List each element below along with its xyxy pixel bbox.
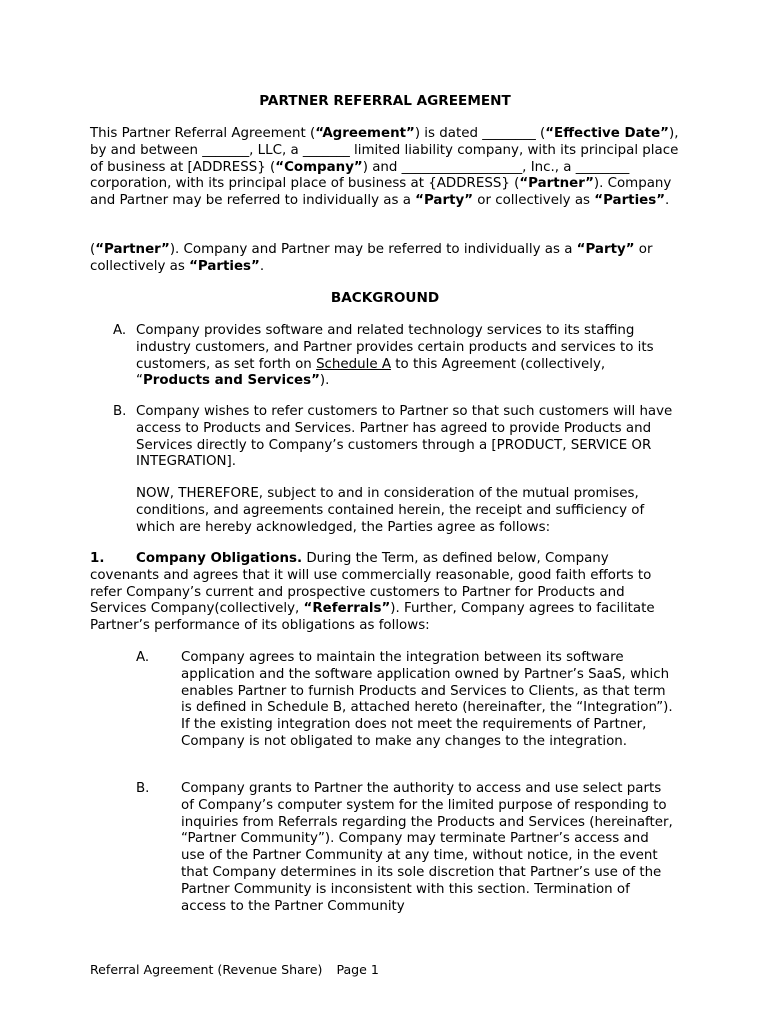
now-therefore-paragraph: NOW, THEREFORE, subject to and in consideration of the mutual promises, conditions, and agreements contained herein, the receipt and sufficiency of which are hereby acknowledged, the Parties agree as follows: xyxy=(136,486,645,535)
background-heading: BACKGROUND xyxy=(330,290,440,306)
item-marker: B. xyxy=(113,404,127,419)
document-title: PARTNER REFERRAL AGREEMENT xyxy=(259,93,511,109)
clause-1-sub-a: A. Company agrees to maintain the integration between its software application and the software application owned by Partner’s SaaS, which enables Partner to furnish Products and Services to Clients, as that term is defined in Schedule B, attached hereto (hereinafter, the “Integration”). If the existing integration does not meet the requirements of Partner, Company is not obligated to make any changes to the integration. xyxy=(136,650,673,749)
effective-date-term: “Effective Date” xyxy=(545,126,669,141)
party-term-repeat: “Party” xyxy=(576,242,635,257)
partner-term: “Partner” xyxy=(519,176,594,192)
page-footer xyxy=(90,962,379,979)
referrals-term: “Referrals” xyxy=(303,601,391,617)
schedule-a-link: Schedule A xyxy=(316,356,392,372)
parties-term-repeat: “Parties” xyxy=(189,258,260,274)
products-services-term: Products and Services” xyxy=(142,373,320,389)
clause-number: 1. xyxy=(90,551,105,566)
repeated-paragraph: (“Partner”). Company and Partner may be referred to individually as a “Party” or collectively as “Parties”. xyxy=(90,242,653,274)
partner-term-repeat: “Partner” xyxy=(95,242,170,257)
clause-1-sub-b: B. Company grants to Partner the authority to access and use select parts of Company’s computer system for the limited purpose of responding to inquiries from Referrals regarding the Products and Services (hereinafter, “Partner Community”). Company may terminate Partner’s access and use of the Partner Community at any time, without notice, in the event that Company determines in its sole discretion that Partner’s use of the Partner Community is inconsistent with this section. Termination of access to the Partner Community xyxy=(136,781,673,914)
background-item-a: A. Company provides software and related technology services to its staffing industry customers, and Partner provides certain products and services to its customers, as set forth on Schedule A to this Agreement (collectively, “Products and Services”). xyxy=(113,323,654,389)
clause-heading: Company Obligations. xyxy=(136,551,303,566)
footer-doc-name: Referral Agreement (Revenue Share) xyxy=(90,962,323,977)
company-term: “Company” xyxy=(275,159,363,175)
background-item-b: B. Company wishes to refer customers to Partner so that such customers will have access to Products and Services. Partner has agreed to provide Products and Services directly to Company’s customers through a [PRODUCT, SERVICE OR INTEGRATION]. xyxy=(113,404,673,470)
intro-paragraph: This Partner Referral Agreement (“Agreement”) is dated ________ (“Effective Date”), by and between _______, LLC, a _______ limited liability company, with its principal place of business at [ADDRESS} (“Company”) and __________________, Inc., a ________ corporation, with its principal place of business at {ADDRESS} (“Partner”). Company and Partner may be referred to individually as a “Party” or collectively as “Parties”. xyxy=(90,126,679,209)
sub-marker: A. xyxy=(136,650,150,665)
footer-page-number: Page 1 xyxy=(336,962,379,977)
parties-term: “Parties” xyxy=(594,193,666,209)
sub-marker: B. xyxy=(136,781,150,796)
item-marker: A. xyxy=(113,323,127,338)
clause-1: 1. Company Obligations. During the Term, as defined below, Company covenants and agrees that it will use commercially reasonable, good faith efforts to refer Company’s current and prospective customers to Partner for Products and Services Company(collectively, “Referrals”). Further, Company agrees to facilitate Partner’s performance of its obligations as follows: xyxy=(90,551,655,634)
party-term: “Party” xyxy=(415,193,473,209)
agreement-term: “Agreement” xyxy=(315,126,415,141)
